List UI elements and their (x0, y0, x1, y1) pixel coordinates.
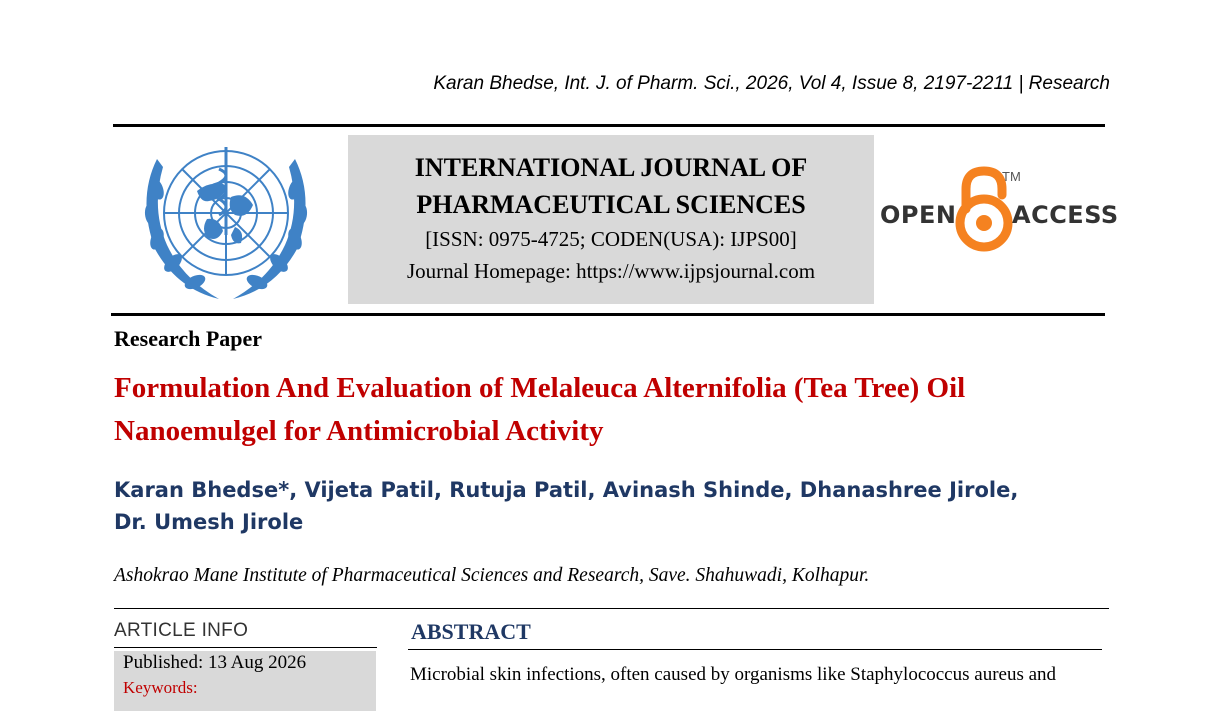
article-info-label: ARTICLE INFO (114, 620, 249, 641)
header-rule-bottom (111, 313, 1105, 316)
journal-title (348, 149, 874, 223)
section-divider (114, 608, 1109, 609)
issn-line: [ISSN: 0975-4725; CODEN(USA): IJPS00] (425, 227, 797, 251)
published-date: Published: 13 Aug 2026 (123, 652, 307, 673)
paper-title: Formulation And Evaluation of Melaleuca Alternifolia (Tea Tree) Oil Nanoemulgel for Antimicrobial Activity (114, 372, 966, 447)
author-line: Karan Bhedse*, Vijeta Patil, Rutuja Patil, Avinash Shinde, Dhanashree Jirole, (114, 478, 1019, 502)
trademark-mark: TM (1002, 169, 1021, 184)
journal-title-line: PHARMACEUTICAL SCIENCES (416, 190, 806, 219)
un-emblem-logo (127, 139, 325, 307)
affiliation: Ashokrao Mane Institute of Pharmaceutical Sciences and Research, Save. Shahuwadi, Kolhapur. (114, 565, 870, 586)
keywords-label: Keywords: (123, 678, 198, 697)
article-info-rule (114, 647, 377, 648)
open-access-word: OPEN (880, 201, 957, 229)
abstract-text: Microbial skin infections, often caused by organisms like Staphylococcus aureus and (410, 664, 1057, 685)
journal-title-line: INTERNATIONAL JOURNAL OF (414, 153, 808, 182)
open-access-word: ACCESS (1012, 201, 1119, 229)
homepage-line: Journal Homepage: https://www.ijpsjournal.com (406, 259, 816, 283)
abstract-heading: ABSTRACT (411, 619, 531, 644)
author-list (114, 474, 1114, 538)
citation-header: Karan Bhedse, Int. J. of Pharm. Sci., 2026, Vol 4, Issue 8, 2197-2211 | Research (433, 73, 1110, 94)
paper-type-label: Research Paper (114, 326, 263, 351)
open-access-logo (880, 165, 1119, 255)
journal-banner (348, 135, 874, 304)
abstract-rule (408, 649, 1102, 650)
author-line: Dr. Umesh Jirole (114, 510, 304, 534)
header-rule-top (113, 124, 1105, 127)
